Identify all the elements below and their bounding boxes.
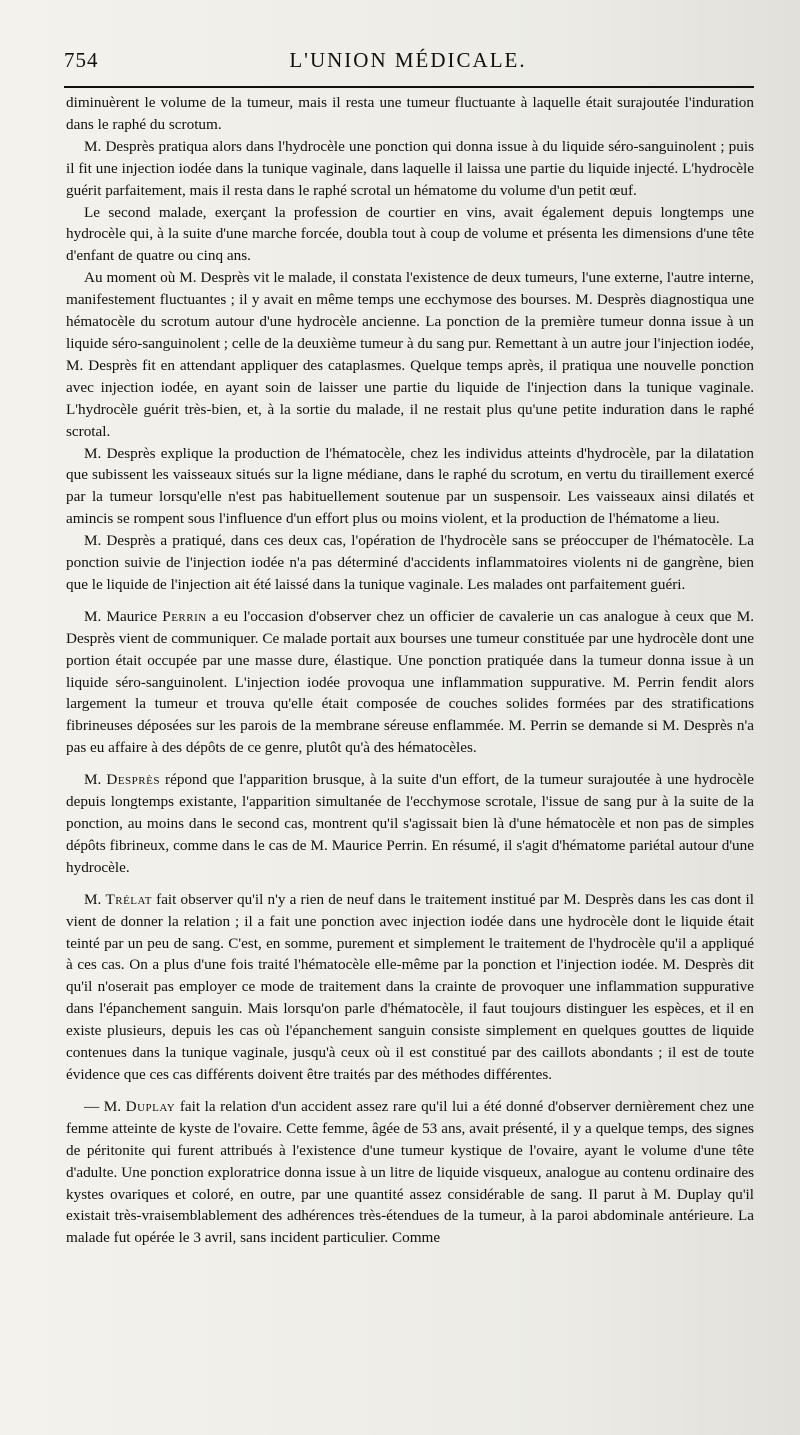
- paragraph-text: répond que l'apparition brusque, à la suite d'un effort, de la tumeur surajoutée à une hydrocèle depuis longtemps existante, l'apparition simultanée de l'ecchymose scrotale, l'issue de sang pur à la suite de la ponction, au moins dans le second cas, montrent qu'il s'agissait bien là d'une hématocèle et non pas de simples dépôts fibrineux, comme dans le cas de M. Maurice Perrin. En résumé, il s'agit d'hématome pariétal autour d'une hydrocèle.: [66, 771, 754, 876]
- speaker-name: Desprès: [106, 771, 160, 789]
- paragraph: Le second malade, exerçant la profession de courtier en vins, avait également depuis longtemps une hydrocèle qui, à la suite d'une marche forcée, doubla tout à coup de volume et présenta les dimensions d'une tête d'enfant de quatre ou cinq ans.: [66, 203, 754, 265]
- paragraph-lead: M.: [84, 890, 106, 908]
- paragraph: M. Desprès pratiqua alors dans l'hydrocèle une ponction qui donna issue à du liquide séro-sanguinolent ; puis il fit une injection iodée dans la tunique vaginale, dans laquelle il laissa une partie du liquide injecté. L'hydrocèle guérit parfaitement, mais il resta dans le raphé scrotal un hématome du volume d'un petit œuf.: [66, 137, 754, 199]
- paragraph: [66, 606, 754, 759]
- paragraph: M. Desprès explique la production de l'hématocèle, chez les individus atteints d'hydrocèle, par la dilatation que subissent les vaisseaux situés sur la ligne médiane, dans le raphé du scrotum, en vertu du tiraillement exercé par la tumeur lorsqu'elle n'est pas habituellement soutenue par un suspensoir. Les vaisseaux ainsi dilatés et amincis se rompent sous l'influence d'un effort plus ou moins violent, et la production de l'hématome a lieu.: [66, 444, 754, 528]
- speaker-name: Perrin: [162, 607, 207, 625]
- page-number: 754: [64, 48, 99, 72]
- paragraph-text: fait observer qu'il n'y a rien de neuf dans le traitement institué par M. Desprès dans les cas dont il vient de donner la relation ; il a fait une ponction avec injection iodée dans une hydrocèle dont le liquide était teinté par un peu de sang. C'est, en somme, purement et simplement le traitement de l'hydrocèle qu'il a appliqué à ces cas. On a plus d'une fois traité l'hématocèle elle-même par la ponction et l'injection iodée. M. Desprès dit qu'il n'oserait pas employer ce mode de traitement dans la crainte de provoquer une inflammation suppurative dans l'épanchement sanguin. Mais lorsqu'on parle d'hématocèle, il faut toujours distinguer les espèces, et il en existe plusieurs, depuis les cas où l'épanchement sanguin consiste simplement en quelques gouttes de liquide contenues dans la tunique vaginale, jusqu'à ceux où il est constitué par des caillots abondants ; il est de toute évidence que ces cas différents doivent être traités par des méthodes différentes.: [66, 890, 754, 1083]
- speaker-name: Trélat: [105, 890, 152, 908]
- paragraph: [66, 889, 754, 1086]
- running-head: L'UNION MÉDICALE.: [289, 48, 527, 72]
- paragraph-lead: M. Maurice: [84, 607, 163, 625]
- paragraph: [66, 769, 754, 879]
- paragraph: Au moment où M. Desprès vit le malade, il constata l'existence de deux tumeurs, l'une externe, l'autre interne, manifestement fluctuantes ; il y avait en même temps une ecchymose des bourses. M. Desprès diagnostiqua une hématocèle du scrotum autour d'une hydrocèle ancienne. La ponction de la première tumeur donna issue à un liquide séro-sanguinolent ; celle de la deuxième tumeur à du sang pur. Remettant à un autre jour l'injection iodée, M. Desprès fit en attendant appliquer des cataplasmes. Quelque temps après, il pratiqua une nouvelle ponction avec injection iodée, en ayant soin de laisser une partie du liquide de l'injection dans la tunique vaginale. L'hydrocèle guérit très-bien, et, à la sortie du malade, il ne restait plus qu'une petite induration dans le raphé scrotal.: [66, 269, 754, 440]
- paragraph: [66, 1096, 754, 1249]
- article-body: [66, 92, 754, 1249]
- header-rule: [64, 86, 754, 88]
- page-header: [64, 42, 752, 82]
- speaker-name: Duplay: [125, 1097, 176, 1115]
- paragraph-lead: M.: [84, 771, 107, 789]
- paragraph: M. Desprès a pratiqué, dans ces deux cas, l'opération de l'hydrocèle sans se préoccuper de l'hématocèle. La ponction suivie de l'injection iodée n'a pas déterminé d'accidents inflammatoires violents ni de gangrène, bien que le liquide de l'injection ait été laissé dans la tunique vaginale. Les malades ont parfaitement guéri.: [66, 532, 754, 593]
- paragraph-text: fait la relation d'un accident assez rare qu'il lui a été donné d'observer dernièrement chez une femme atteinte de kyste de l'ovaire. Cette femme, âgée de 53 ans, avait présenté, il y a quelque temps, des signes de péritonite qui furent attribués à l'existence d'une tumeur kystique de l'ovaire, ayant le volume d'une tête d'adulte. Une ponction exploratrice donna issue à un litre de liquide visqueux, analogue au contenu ordinaire des kystes ovariques et coloré, en outre, par une quantité assez considérable de sang. Il parut à M. Duplay qu'il existait très-vraisemblablement des adhérences très-étendues de la tumeur, à la paroi abdominale antérieure. La malade fut opérée le 3 avril, sans incident particulier. Comme: [66, 1097, 755, 1247]
- paragraph-lead: — M.: [84, 1097, 126, 1115]
- paragraph: diminuèrent le volume de la tumeur, mais il resta une tumeur fluctuante à laquelle était surajoutée l'induration dans le raphé du scrotum.: [66, 94, 754, 133]
- paragraph-text: a eu l'occasion d'observer chez un officier de cavalerie un cas analogue à ceux que M. Desprès vient de communiquer. Ce malade portait aux bourses une tumeur constituée par une hydrocèle dont une portion était occupée par une masse dure, élastique. Une ponction pratiquée dans la tumeur donna issue à un liquide séro-sanguinolent. L'injection iodée provoqua une inflammation suppurative. M. Perrin fendit alors largement la tumeur et trouva qu'elle était composée de couches solides formées par des stratifications fibrineuses déposées sur les parois de la membrane séreuse enflammée. M. Perrin se demande si M. Desprès n'a pas eu affaire à des dépôts de ce genre, plutôt qu'à des hématocèles.: [66, 607, 754, 757]
